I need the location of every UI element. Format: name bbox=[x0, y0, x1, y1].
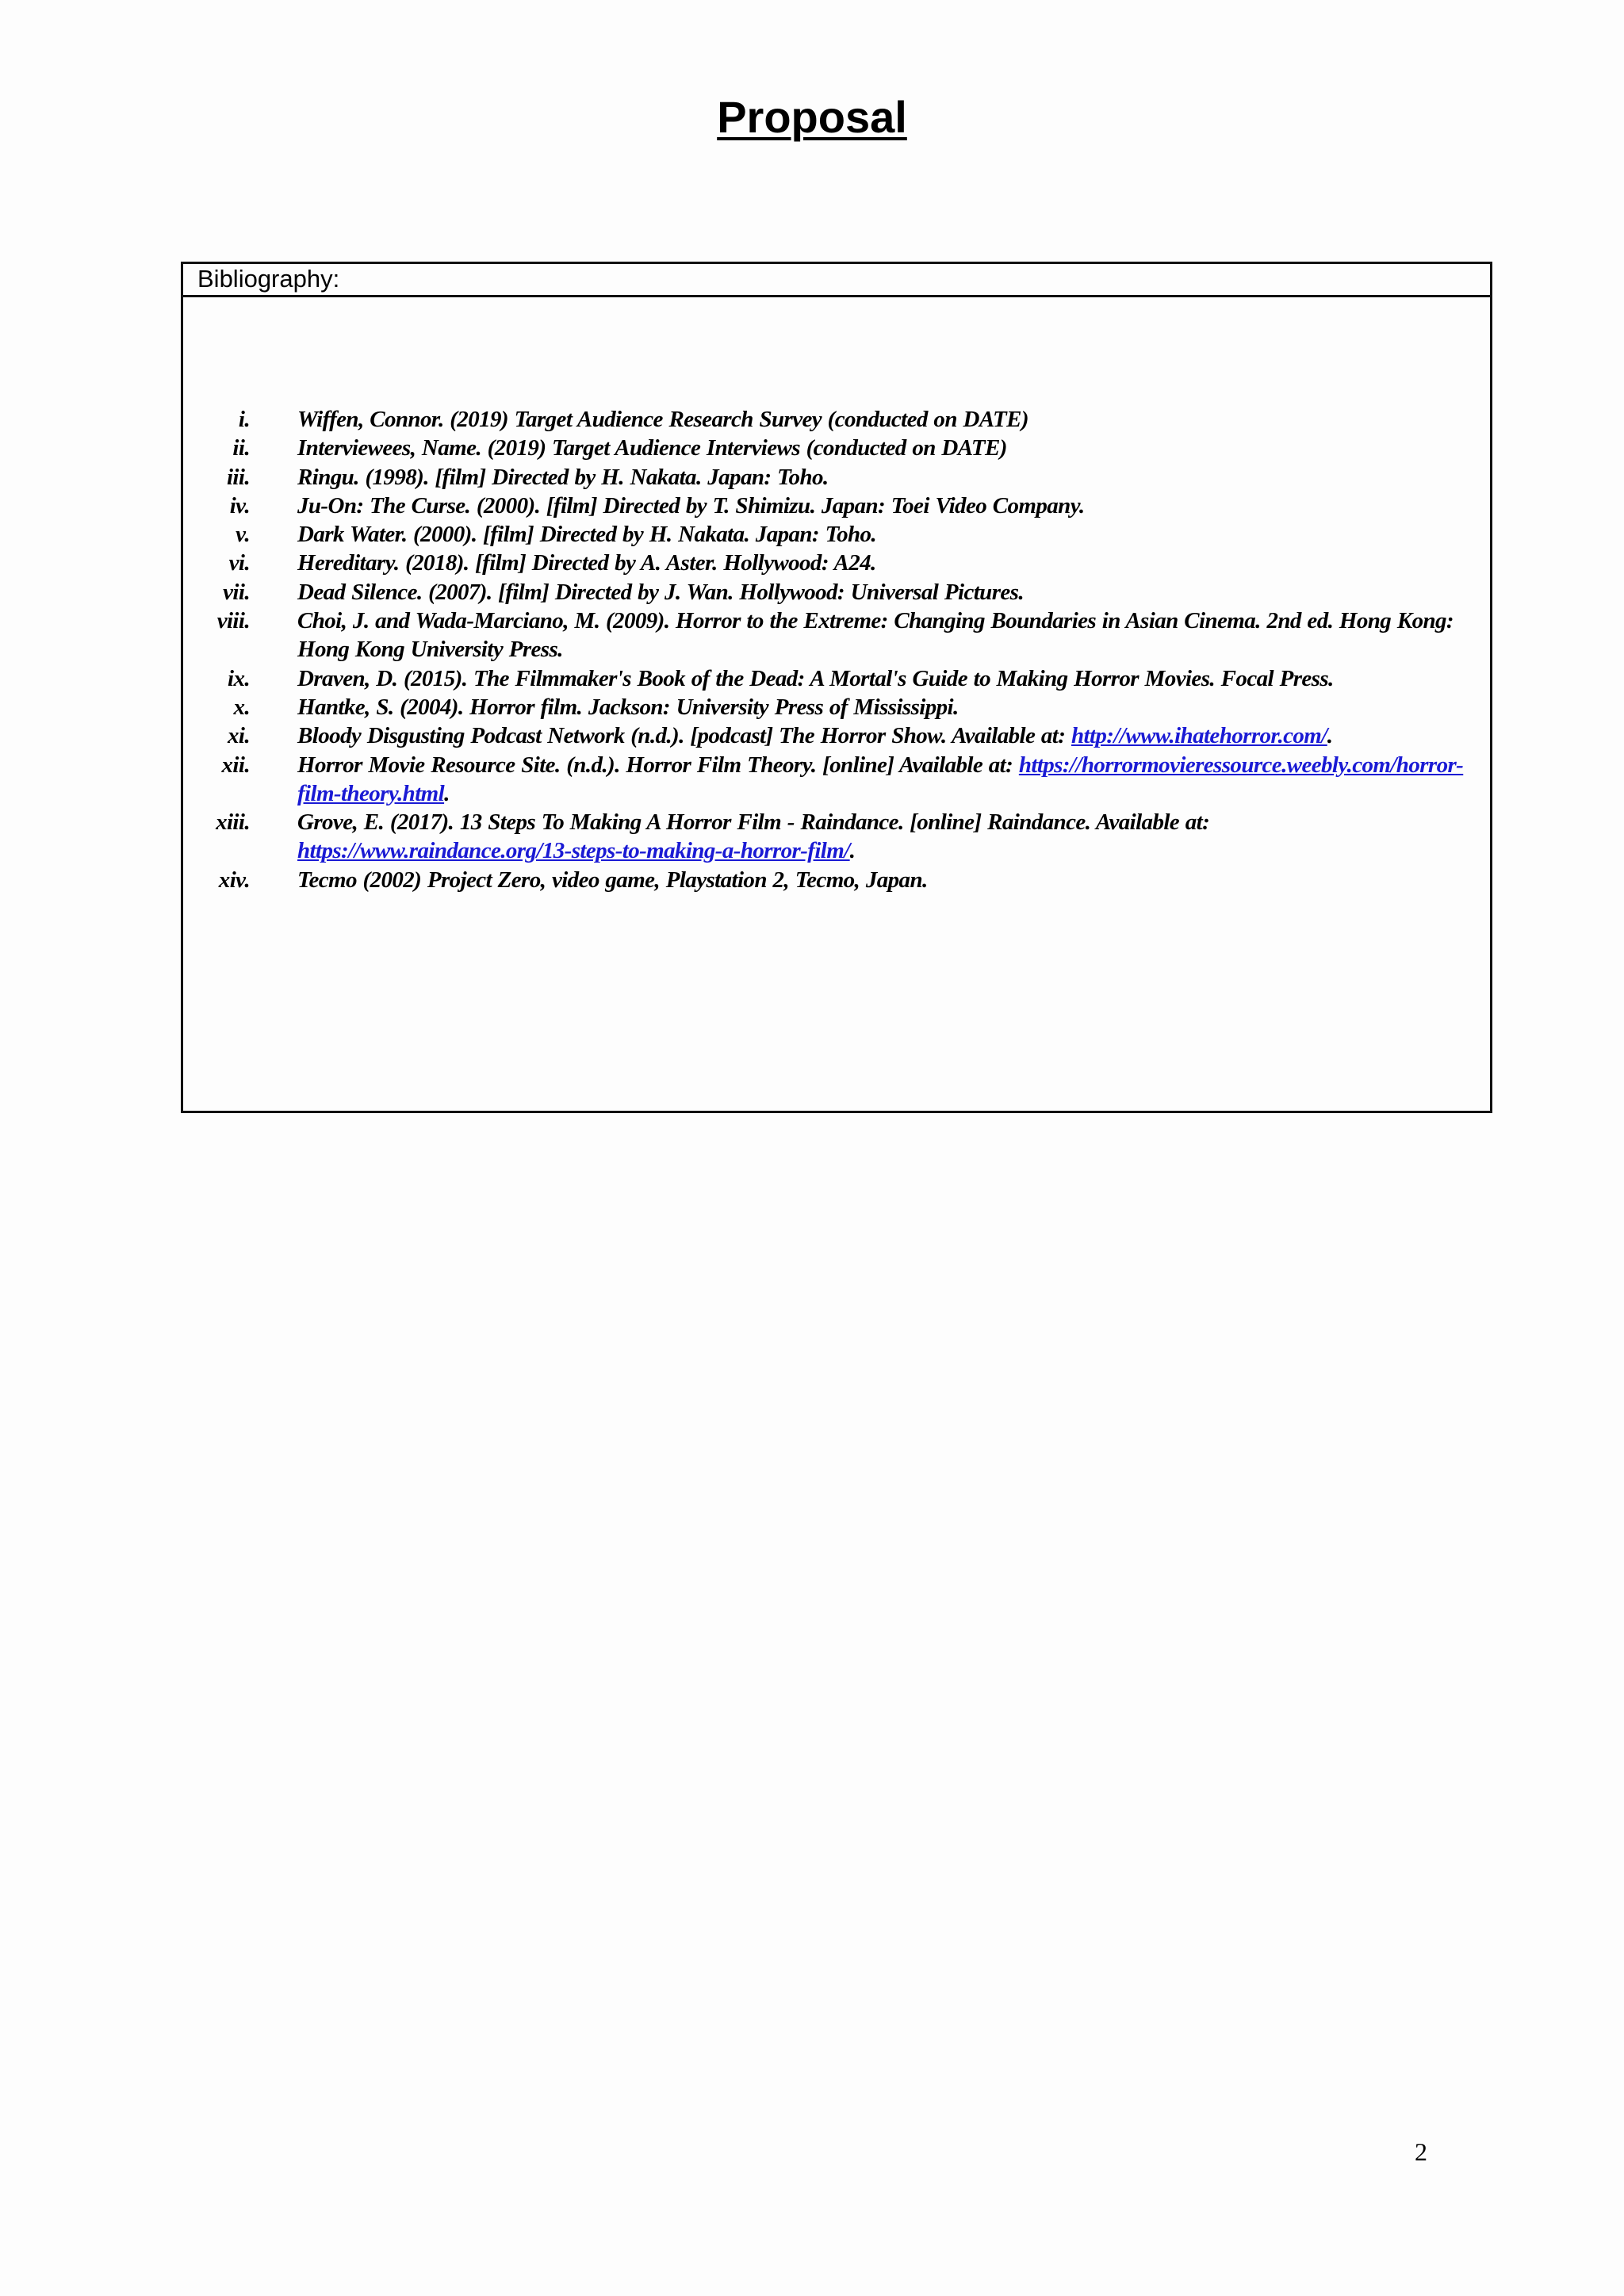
reference-trailing-period: . bbox=[1327, 723, 1333, 749]
reference-number: viii. bbox=[216, 608, 250, 634]
reference-text: Dead Silence. (2007). [film] Directed by J. Wan. Hollywood: Universal Pictures. bbox=[297, 579, 1024, 605]
reference-text: Grove, E. (2017). 13 Steps To Making A Horror Film - Raindance. [online] Raindance. Available at: bbox=[297, 809, 1210, 836]
reference-item bbox=[183, 721, 1490, 750]
reference-number: ix. bbox=[227, 665, 250, 691]
reference-item bbox=[183, 751, 1490, 809]
reference-number: xi. bbox=[227, 723, 250, 749]
reference-number: ii. bbox=[232, 435, 250, 461]
reference-text: Choi, J. and Wada-Marciano, M. (2009). Horror to the Extreme: Changing Boundaries in Asian Cinema. 2nd ed. Hong Kong: Hong Kong University Press. bbox=[297, 608, 1454, 663]
reference-item bbox=[183, 664, 1490, 693]
reference-number: xiv. bbox=[218, 867, 250, 893]
reference-item bbox=[183, 693, 1490, 721]
page-title: Proposal bbox=[717, 92, 907, 142]
page-number: 2 bbox=[1415, 2137, 1427, 2166]
reference-number: i. bbox=[238, 407, 250, 432]
reference-number: v. bbox=[236, 522, 250, 548]
reference-link[interactable]: http://www.ihatehorror.com/ bbox=[1071, 723, 1327, 749]
reference-text: Ju-On: The Curse. (2000). [film] Directed by T. Shimizu. Japan: Toei Video Company. bbox=[297, 492, 1085, 519]
reference-number: iii. bbox=[226, 464, 250, 490]
reference-number: vi. bbox=[228, 550, 250, 576]
reference-number: vii. bbox=[223, 579, 250, 605]
reference-link[interactable]: https://horrormovieressource.weebly.com/horror-film-theory.html bbox=[297, 752, 1464, 806]
reference-link[interactable]: https://www.raindance.org/13-steps-to-making-a-horror-film/ bbox=[297, 838, 850, 864]
reference-item bbox=[183, 405, 1490, 434]
reference-number: xiii. bbox=[216, 809, 250, 836]
reference-text: Interviewees, Name. (2019) Target Audience Interviews (conducted on DATE) bbox=[297, 435, 1007, 461]
reference-trailing-period: . bbox=[849, 838, 856, 864]
reference-item bbox=[183, 549, 1490, 577]
reference-text: Draven, D. (2015). The Filmmaker's Book of the Dead: A Mortal's Guide to Making Horror Movies. Focal Press. bbox=[297, 665, 1334, 691]
reference-text: Dark Water. (2000). [film] Directed by H. Nakata. Japan: Toho. bbox=[297, 522, 877, 548]
reference-item bbox=[183, 434, 1490, 462]
reference-item bbox=[183, 492, 1490, 520]
reference-trailing-period: . bbox=[444, 780, 450, 806]
reference-item bbox=[183, 607, 1490, 664]
reference-text: Hantke, S. (2004). Horror film. Jackson: University Press of Mississippi. bbox=[297, 694, 959, 720]
reference-text: Hereditary. (2018). [film] Directed by A. Aster. Hollywood: A24. bbox=[297, 550, 876, 576]
reference-item bbox=[183, 808, 1490, 866]
reference-item bbox=[183, 866, 1490, 894]
reference-number: iv. bbox=[229, 492, 250, 519]
reference-text: Ringu. (1998). [film] Directed by H. Nakata. Japan: Toho. bbox=[297, 464, 829, 490]
reference-item bbox=[183, 463, 1490, 492]
bibliography-box bbox=[181, 262, 1492, 1113]
reference-number: xii. bbox=[221, 752, 250, 778]
reference-text: Horror Movie Resource Site. (n.d.). Horror Film Theory. [online] Available at: bbox=[297, 752, 1019, 778]
reference-list bbox=[183, 405, 1490, 894]
reference-text: Bloody Disgusting Podcast Network (n.d.). [podcast] The Horror Show. Available at: bbox=[297, 723, 1071, 749]
reference-text: Wiffen, Connor. (2019) Target Audience Research Survey (conducted on DATE) bbox=[297, 407, 1028, 432]
reference-number: x. bbox=[233, 694, 250, 720]
reference-item bbox=[183, 520, 1490, 549]
reference-item bbox=[183, 578, 1490, 607]
reference-text: Tecmo (2002) Project Zero, video game, Playstation 2, Tecmo, Japan. bbox=[297, 867, 928, 893]
bibliography-header: Bibliography: bbox=[183, 264, 1490, 297]
